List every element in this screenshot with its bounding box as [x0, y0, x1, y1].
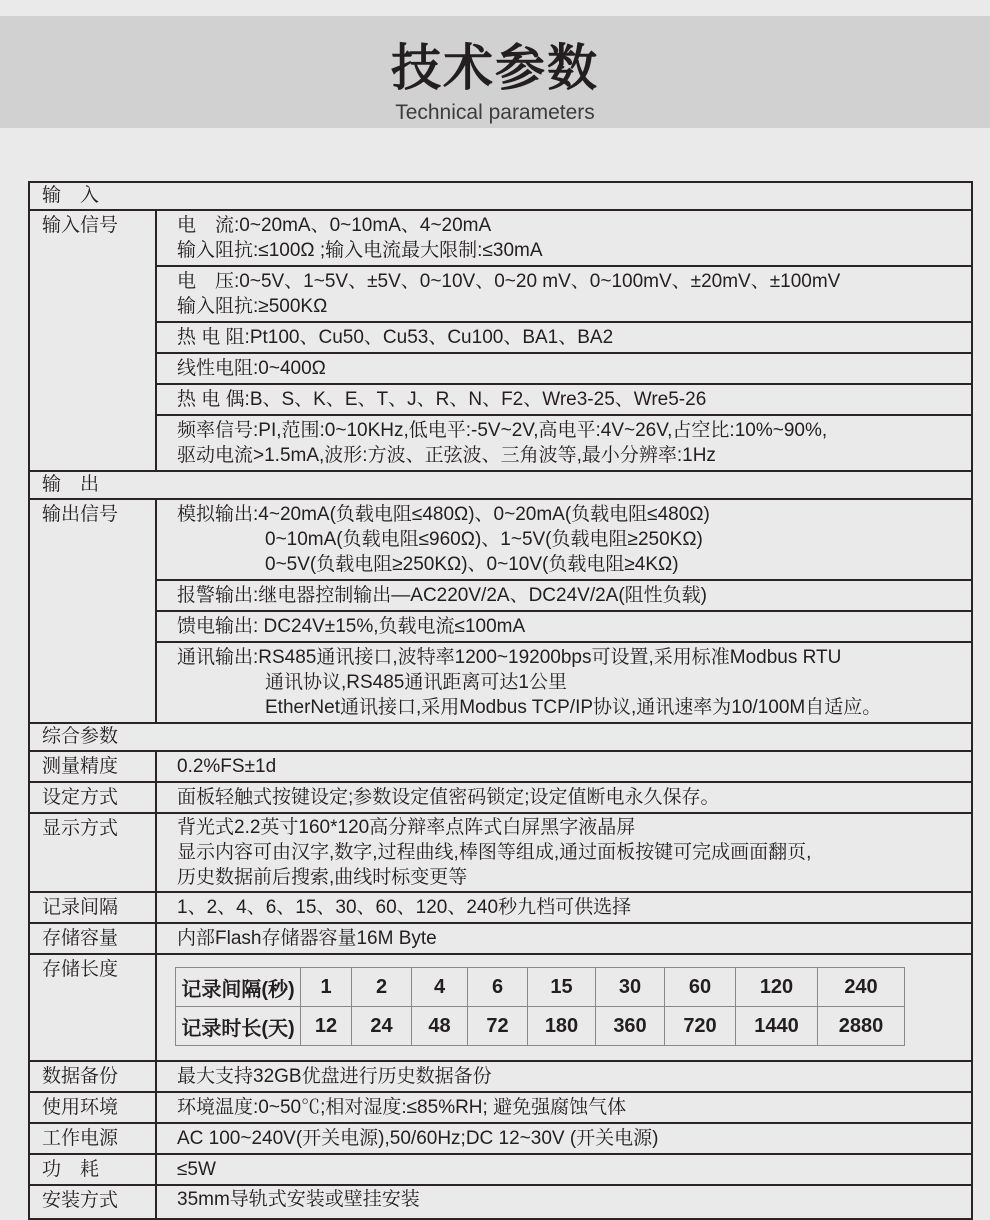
section-title-general: 综合参数: [29, 723, 972, 751]
inner-row-label: 记录间隔(秒): [176, 968, 301, 1007]
section-title-input: 输 入: [29, 182, 972, 210]
row-record-interval: [29, 892, 972, 923]
row-label: 安装方式: [29, 1185, 156, 1219]
row-label: 存储容量: [29, 923, 156, 954]
spec-line: 驱动电流>1.5mA,波形:方波、正弦波、三角波等,最小分辨率:1Hz: [177, 445, 716, 466]
interval-cell: 2: [352, 968, 412, 1007]
spec-line: 馈电输出: DC24V±15%,负载电流≤100mA: [177, 616, 526, 637]
row-label-input-signal: 输入信号: [29, 210, 156, 471]
spec-group-frequency: [157, 416, 971, 470]
spec-line: 输入阻抗:≤100Ω ;输入电流最大限制:≤30mA: [177, 240, 543, 261]
spec-group-feed-output: [157, 612, 971, 643]
storage-length-table: [175, 967, 905, 1046]
spec-line: 背光式2.2英寸160*120高分辩率点阵式白屏黑字液晶屏: [177, 817, 636, 838]
row-storage-length: [29, 954, 972, 1061]
row-accuracy: [29, 751, 972, 782]
duration-cell: 24: [352, 1007, 412, 1046]
spec-line: 0~5V(负载电阻≥250KΩ)、0~10V(负载电阻≥4KΩ): [265, 554, 679, 575]
spec-line: 频率信号:PI,范围:0~10KHz,低电平:-5V~2V,高电平:4V~26V,占空比:10%~90%,: [177, 420, 828, 441]
row-value: 35mm导轨式安装或壁挂安装: [156, 1185, 972, 1219]
row-input-signal: [29, 210, 972, 471]
row-data-backup: [29, 1061, 972, 1092]
section-row-input: [29, 182, 972, 210]
row-power-consumption: [29, 1154, 972, 1185]
row-label: 显示方式: [29, 813, 156, 892]
spec-line: 热 电 偶:B、S、K、E、T、J、R、N、F2、Wre3-25、Wre5-26: [177, 389, 707, 410]
interval-cell: 4: [412, 968, 468, 1007]
row-power-supply: [29, 1123, 972, 1154]
interval-cell: 240: [818, 968, 905, 1007]
spec-group-rtd: [157, 323, 971, 354]
duration-cell: 1440: [736, 1007, 818, 1046]
row-value: 1、2、4、6、15、30、60、120、240秒九档可供选择: [156, 892, 972, 923]
spec-group-alarm-output: [157, 581, 971, 612]
row-value: ≤5W: [156, 1154, 972, 1185]
duration-cell: 360: [596, 1007, 665, 1046]
spec-group-comm-output: [157, 643, 971, 722]
duration-cell: 720: [665, 1007, 736, 1046]
storage-intervals-row: [176, 968, 905, 1007]
spec-line: EtherNet通讯接口,采用Modbus TCP/IP协议,通讯速率为10/100M自适应。: [265, 697, 882, 718]
interval-cell: 120: [736, 968, 818, 1007]
row-value: 环境温度:0~50℃;相对湿度:≤85%RH; 避免强腐蚀气体: [156, 1092, 972, 1123]
row-label: 功 耗: [29, 1154, 156, 1185]
spec-line: 0~10mA(负载电阻≤960Ω)、1~5V(负载电阻≥250KΩ): [265, 529, 703, 550]
spec-line: 输入阻抗:≥500KΩ: [177, 296, 328, 317]
row-label: 数据备份: [29, 1061, 156, 1092]
duration-cell: 12: [301, 1007, 352, 1046]
row-label: 使用环境: [29, 1092, 156, 1123]
row-value: AC 100~240V(开关电源),50/60Hz;DC 12~30V (开关电源): [156, 1123, 972, 1154]
spec-table: [28, 181, 973, 1220]
spec-line: 显示内容可由汉字,数字,过程曲线,棒图等组成,通过面板按键可完成画面翻页,: [177, 842, 812, 863]
row-value: [156, 813, 972, 892]
row-label: 存储长度: [29, 954, 156, 1061]
row-storage-capacity: [29, 923, 972, 954]
spec-line: 热 电 阻:Pt100、Cu50、Cu53、Cu100、BA1、BA2: [177, 327, 614, 348]
row-output-signal: [29, 499, 972, 723]
spec-line: 通讯协议,RS485通讯距离可达1公里: [265, 672, 567, 693]
spec-line: 电 压:0~5V、1~5V、±5V、0~10V、0~20 mV、0~100mV、±20mV、±100mV: [177, 271, 841, 292]
spec-line: 线性电阻:0~400Ω: [177, 358, 326, 379]
spec-line: 报警输出:继电器控制输出—AC220V/2A、DC24V/2A(阻性负载): [177, 585, 707, 606]
row-value: 0.2%FS±1d: [156, 751, 972, 782]
page-subtitle: Technical parameters: [395, 101, 595, 124]
spec-group-analog-output: [157, 500, 971, 581]
spec-line: 模拟输出:4~20mA(负载电阻≤480Ω)、0~20mA(负载电阻≤480Ω): [177, 504, 710, 525]
spec-group-linear-resistance: [157, 354, 971, 385]
interval-cell: 1: [301, 968, 352, 1007]
row-value: 最大支持32GB优盘进行历史数据备份: [156, 1061, 972, 1092]
spec-line: 通讯输出:RS485通讯接口,波特率1200~19200bps可设置,采用标准Modbus RTU: [177, 647, 842, 668]
duration-cell: 48: [412, 1007, 468, 1046]
row-label: 测量精度: [29, 751, 156, 782]
spec-group-current: [157, 211, 971, 267]
duration-cell: 72: [468, 1007, 528, 1046]
spec-line: 电 流:0~20mA、0~10mA、4~20mA: [177, 215, 492, 236]
interval-cell: 30: [596, 968, 665, 1007]
row-value: 面板轻触式按键设定;参数设定值密码锁定;设定值断电永久保存。: [156, 782, 972, 813]
section-row-output: [29, 471, 972, 499]
row-label: 设定方式: [29, 782, 156, 813]
duration-cell: 2880: [818, 1007, 905, 1046]
section-row-general: [29, 723, 972, 751]
interval-cell: 6: [468, 968, 528, 1007]
inner-row-label: 记录时长(天): [176, 1007, 301, 1046]
storage-durations-row: [176, 1007, 905, 1046]
spec-group-voltage: [157, 267, 971, 323]
row-label: 记录间隔: [29, 892, 156, 923]
title-banner: [0, 16, 990, 128]
row-setting-method: [29, 782, 972, 813]
page-title: 技术参数: [391, 40, 599, 96]
interval-cell: 15: [528, 968, 596, 1007]
section-title-output: 输 出: [29, 471, 972, 499]
row-label: 工作电源: [29, 1123, 156, 1154]
row-environment: [29, 1092, 972, 1123]
row-display-method: [29, 813, 972, 892]
spec-group-thermocouple: [157, 385, 971, 416]
interval-cell: 60: [665, 968, 736, 1007]
row-value: 内部Flash存储器容量16M Byte: [156, 923, 972, 954]
row-label-output-signal: 输出信号: [29, 499, 156, 723]
spec-line: 历史数据前后搜索,曲线时标变更等: [177, 867, 468, 888]
duration-cell: 180: [528, 1007, 596, 1046]
